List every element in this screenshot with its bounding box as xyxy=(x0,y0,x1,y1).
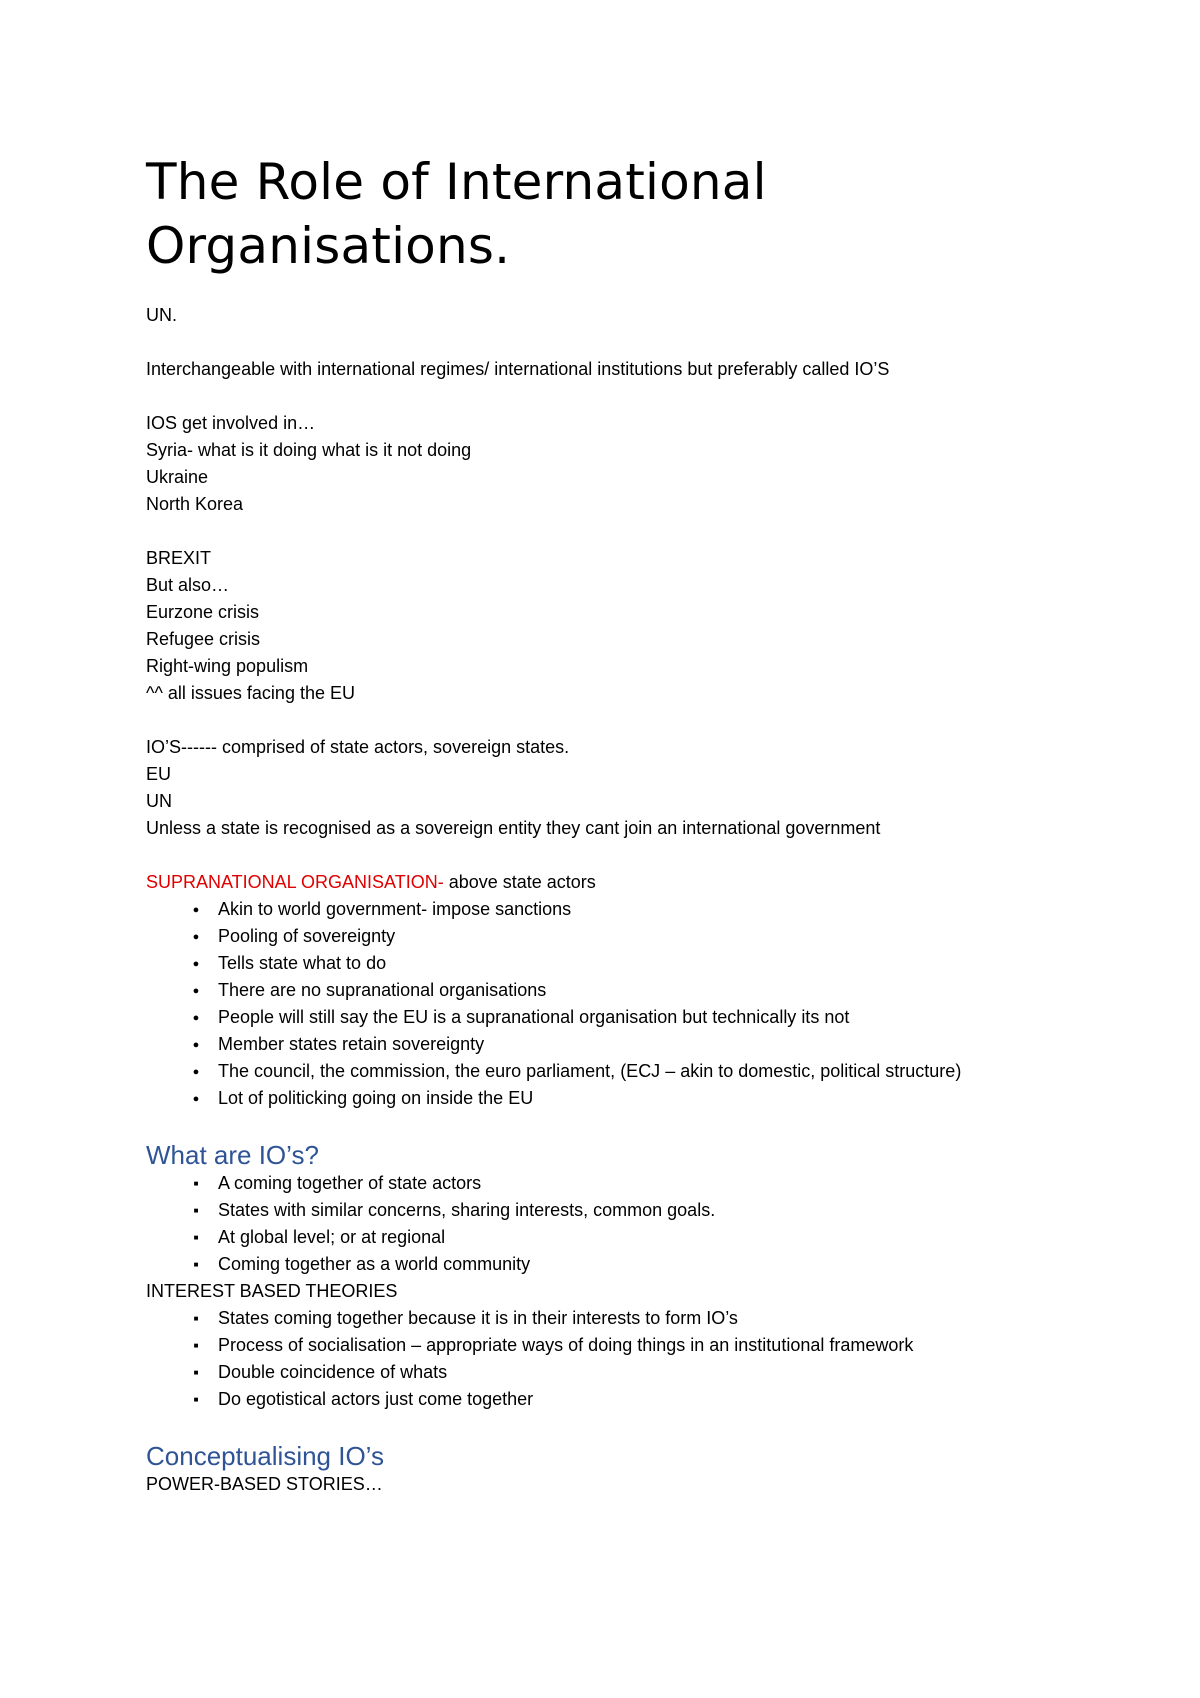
list-item xyxy=(146,977,1066,1004)
list-item-text: States coming together because it is in their interests to form IO’s xyxy=(218,1308,738,1328)
supranational-label xyxy=(146,869,1066,896)
bullet-dot-icon xyxy=(186,1004,206,1034)
bullet-square-icon xyxy=(186,1332,206,1362)
title-line-1: The Role of International xyxy=(146,153,767,211)
document-title xyxy=(146,150,1066,278)
text-line: North Korea xyxy=(146,494,244,514)
list-item xyxy=(146,1058,978,1085)
list-item xyxy=(146,1224,1066,1251)
list-item-text: At global level; or at regional xyxy=(218,1227,446,1247)
supranational-term: SUPRANATIONAL ORGANISATION- xyxy=(146,872,444,892)
list-item-text: Double coincidence of whats xyxy=(218,1362,448,1382)
bullet-dot-icon xyxy=(186,1058,206,1088)
list-item xyxy=(146,896,1066,923)
ios-definition-block xyxy=(146,734,1066,842)
supranational-definition: above state actors xyxy=(443,872,596,892)
conceptualising-heading: Conceptualising IO’s xyxy=(146,1441,384,1471)
bullet-dot-icon xyxy=(186,1031,206,1061)
what-are-list xyxy=(146,1170,1066,1278)
supranational-list xyxy=(146,896,1066,1112)
list-item xyxy=(146,1004,1066,1031)
bullet-dot-icon xyxy=(186,950,206,980)
brexit-block xyxy=(146,545,1066,707)
list-item xyxy=(146,1386,1066,1413)
list-item xyxy=(146,1359,1066,1386)
text-line: IOS get involved in… xyxy=(146,413,316,433)
bullet-square-icon xyxy=(186,1224,206,1254)
supranational-block xyxy=(146,869,1066,1112)
list-item xyxy=(146,1305,1066,1332)
list-item xyxy=(146,1170,1066,1197)
list-item xyxy=(146,1332,1066,1359)
bullet-dot-icon xyxy=(186,923,206,953)
bullet-square-icon xyxy=(186,1170,206,1200)
text-line: Right-wing populism xyxy=(146,656,309,676)
list-item-text: Do egotistical actors just come together xyxy=(218,1389,534,1409)
text-line: Eurzone crisis xyxy=(146,602,260,622)
bullet-dot-icon xyxy=(186,896,206,926)
list-item-text: A coming together of state actors xyxy=(218,1173,482,1193)
text-line: Ukraine xyxy=(146,467,209,487)
list-item-text: Tells state what to do xyxy=(218,953,387,973)
text-line: IO’S------ comprised of state actors, sovereign states. xyxy=(146,737,570,757)
text-line: Unless a state is recognised as a sovereign entity they cant join an international government xyxy=(146,818,881,838)
bullet-square-icon xyxy=(186,1251,206,1281)
list-item-text: Akin to world government- impose sanctions xyxy=(218,899,572,919)
list-item xyxy=(146,950,1066,977)
list-item xyxy=(146,1085,1066,1112)
bullet-square-icon xyxy=(186,1386,206,1416)
list-item-text: People will still say the EU is a supranational organisation but technically its not xyxy=(218,1007,850,1027)
bullet-square-icon xyxy=(186,1197,206,1227)
text-line: EU xyxy=(146,764,172,784)
text-line: BREXIT xyxy=(146,548,212,568)
list-item xyxy=(146,1031,1066,1058)
bullet-dot-icon xyxy=(186,977,206,1007)
list-item-text: Pooling of sovereignty xyxy=(218,926,396,946)
bullet-square-icon xyxy=(186,1359,206,1389)
ios-involved-block xyxy=(146,410,1066,518)
list-item-text: Process of socialisation – appropriate ways of doing things in an institutional framework xyxy=(218,1335,914,1355)
what-are-ios-heading: What are IO’s? xyxy=(146,1140,319,1170)
un-line: UN. xyxy=(146,305,177,325)
list-item-text: Coming together as a world community xyxy=(218,1254,531,1274)
text-line: But also… xyxy=(146,575,230,595)
bullet-dot-icon xyxy=(186,1085,206,1115)
text-line: ^^ all issues facing the EU xyxy=(146,683,355,703)
list-item-text: States with similar concerns, sharing interests, common goals. xyxy=(218,1200,716,1220)
interest-based-label: INTEREST BASED THEORIES xyxy=(146,1281,398,1301)
list-item-text: The council, the commission, the euro parliament, (ECJ – akin to domestic, political structure) xyxy=(218,1061,962,1081)
text-line: UN xyxy=(146,791,172,811)
power-based-label: POWER-BASED STORIES… xyxy=(146,1474,383,1494)
document-body xyxy=(146,150,1066,1498)
title-line-2: Organisations. xyxy=(146,217,511,275)
text-line: Syria- what is it doing what is it not doing xyxy=(146,440,472,460)
list-item-text: Lot of politicking going on inside the EU xyxy=(218,1088,534,1108)
text-line: Refugee crisis xyxy=(146,629,261,649)
interchangeable-line: Interchangeable with international regimes/ international institutions but preferably called IO’S xyxy=(146,359,890,379)
list-item xyxy=(146,1197,1066,1224)
list-item-text: Member states retain sovereignty xyxy=(218,1034,485,1054)
list-item-text: There are no supranational organisations xyxy=(218,980,547,1000)
bullet-square-icon xyxy=(186,1305,206,1335)
list-item xyxy=(146,1251,1066,1278)
list-item xyxy=(146,923,1066,950)
interest-list xyxy=(146,1305,1066,1413)
